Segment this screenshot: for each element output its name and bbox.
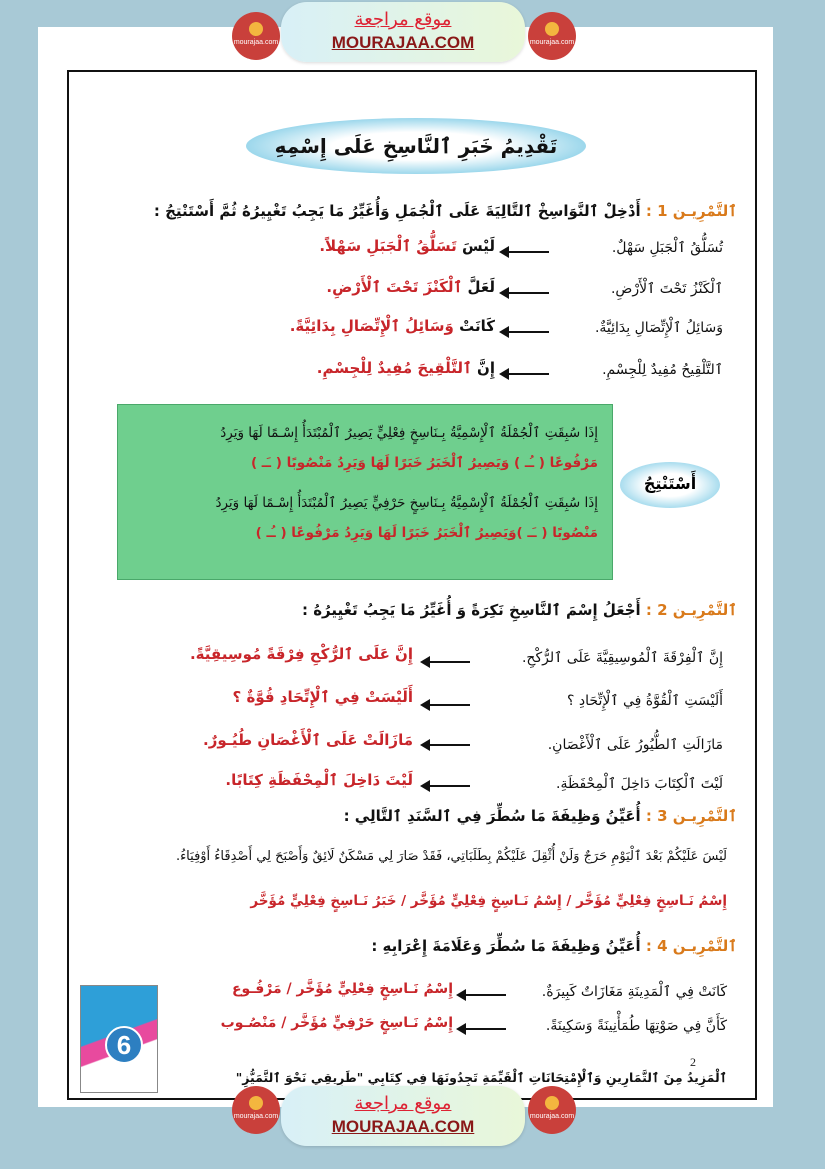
ex2-answer-1: إِنَّ عَلَى ٱلرُّكْحِ فِرْقَةً مُوسِيقِيَّةً. [189, 645, 413, 663]
exercise1-label: ٱلتَّمْرِيـن 1 : [645, 202, 737, 220]
ex2-question-3: مَازَالَتِ ٱلطُّيُورُ عَلَى ٱلْأَغْصَانِ. [547, 737, 723, 753]
ex1-answer-2: لَعَلَّ ٱلْكَنْزَ تَحْتَ ٱلْأَرْضِ. [326, 278, 495, 296]
arrow-icon [462, 994, 506, 996]
page-number: 2 [690, 1055, 696, 1069]
conclusion-cloud [620, 462, 720, 508]
arrow-icon [505, 373, 549, 375]
ex2-question-1: إِنَّ ٱلْفِرْقَةَ ٱلْمُوسِيقِيَّةَ عَلَى ٱلرُّكْحِ. [521, 650, 723, 666]
arrow-icon [505, 251, 549, 253]
title-cloud [246, 118, 586, 174]
ex2-answer-3: مَازَالَتْ عَلَى ٱلْأَغْصَانِ طُيُـورٌ. [203, 731, 413, 749]
footer-note: ٱلْمَزِيدُ مِنَ ٱلتَّمَارِينِ وَٱلْإِمْتِحَانَاتِ ٱلْقَيِّمَةِ تَجِدُونَهَا فِي كِتَابِي "طَرِيقِي نَحْوَ ٱلتَّمَيُّزِ" [235, 1070, 727, 1085]
site-arabic-name-bottom[interactable]: موقع مراجعة [354, 1093, 452, 1114]
conclusion-label: أَسْتَنْتِجُ [643, 474, 697, 493]
rule2-line1: إِذَا سُبِقَتِ ٱلْجُمْلَةُ ٱلْإِسْمِيَّةُ بِـنَاسِخٍ حَرْفِيٍّ يَصِيرُ ٱلْمُبْتَدَأُ إِسْـمًا لَهَا وَيَرِدُ [215, 495, 598, 511]
ex2-question-2: أَلَيْسَتِ ٱلْقُوَّةُ فِي ٱلْإِتِّحَادِ ؟ [567, 693, 723, 709]
exercise3-text: لَيْسَ عَلَيْكُمْ بَعْدَ ٱلْيَوْمِ حَرَجٌ وَلَنْ أُثْقِلَ عَلَيْكُمْ بِطَلَبَاتِي، فَقَدْ صَارَ لِي مَسْكَنٌ لَائِقٌ وَأَصْبَحَ لِي أَصْدِقَاءُ أَوْفِيَاءُ. [175, 849, 727, 864]
exercise1-prompt: أَدْخِلْ ٱلنَّوَاسِخْ ٱلتَّالِيَةَ عَلَى ٱلْجُمَلِ وَأُغَيِّرُ مَا يَجِبُ تَغْيِيرُهُ ثُمَّ أَسْتَنْتِجُ : [153, 202, 641, 220]
site-logo-left-bottom: mourajaa.com [232, 1086, 280, 1134]
ex4-question-2: كَأَنَّ فِي صَوْتِهَا طُمَأْنِينَةً وَسَكِينَةً. [545, 1018, 727, 1034]
ex1-question-3: وَسَائِلُ ٱلْإِتِّصَالِ بِدَائِيَّةٌ. [594, 320, 723, 336]
conclusion-box [117, 404, 613, 580]
ex1-question-2: ٱلْكَنْزُ تَحْتَ ٱلْأَرْضِ. [610, 281, 723, 297]
exercise3-label: ٱلتَّمْرِيـن 3 : [645, 807, 737, 825]
exercise4-prompt: أُعَيِّنُ وَظِيفَةَ مَا سُطِّرَ وَعَلَامَةَ إِعْرَابِهِ : [371, 937, 641, 955]
exercise3-answer: إِسْمُ نَـاسِخٍ فِعْلِيٍّ مُؤَخَّر / إِسْمُ نَـاسِخٍ فِعْلِيٍّ مُؤَخَّر / خَبَرُ نَـاسِخٍ فِعْلِيٍّ مُؤَخَّر [250, 893, 727, 909]
page-title: تَقْدِيمُ خَبَرِ ٱلنَّاسِخِ عَلَى إِسْمِهِ [274, 134, 558, 158]
ex1-answer-3: كَانَتْ وَسَائِلُ ٱلْإِتِّصَالِ بِدَائِيَّةً. [289, 317, 495, 335]
exercise3-prompt: أُعَيِّنُ وَظِيفَةَ مَا سُطِّرَ فِي ٱلسَّنَدِ ٱلتَّالِي : [343, 807, 641, 825]
book-cover-image [80, 985, 158, 1093]
ex2-answer-2: أَلَيْسَتْ فِي ٱلْإِتِّحَادِ قُوَّةٌ ؟ [232, 688, 413, 706]
arrow-icon [426, 704, 470, 706]
exercise2-prompt: أَجْعَلُ إِسْمَ ٱلنَّاسِخِ نَكِرَةً وَ أُغَيِّرُ مَا يَجِبُ تَغْيِيرُهُ : [301, 601, 641, 619]
arrow-icon [426, 661, 470, 663]
arrow-icon [426, 785, 470, 787]
ex4-question-1: كَانَتْ فِي ٱلْمَدِينَةِ مَغَازَاتٌ كَبِيرَةٌ. [541, 984, 727, 1000]
exercise2-heading [302, 601, 737, 619]
ex1-question-1: تُسَلُّقُ ٱلْجَبَلِ سَهْلٌ. [611, 240, 723, 256]
arrow-icon [505, 331, 549, 333]
exercise1-heading [154, 202, 737, 220]
site-logo-right-bottom: mourajaa.com [528, 1086, 576, 1134]
site-logo-left-top: mourajaa.com [232, 12, 280, 60]
site-arabic-name[interactable]: موقع مراجعة [354, 9, 452, 30]
exercise4-label: ٱلتَّمْرِيـن 4 : [645, 937, 737, 955]
site-domain[interactable]: MOURAJAA.COM [331, 33, 475, 52]
exercise3-heading [344, 807, 737, 825]
ex1-answer-4: إِنَّ ٱلتَّلْقِيحَ مُفِيدٌ لِلْجِسْمِ. [316, 359, 495, 377]
site-banner-bottom[interactable] [281, 1086, 525, 1146]
site-logo-right-top: mourajaa.com [528, 12, 576, 60]
ex2-answer-4: لَيْتَ دَاخِلَ ٱلْمِحْفَظَةِ كِتَابًا. [225, 771, 413, 789]
site-domain-bottom[interactable]: MOURAJAA.COM [331, 1117, 475, 1136]
rule1-line2: مَرْفُوعًا ( ـُـ ) وَيَصِيرُ ٱلْخَبَرُ خَبَرًا لَهَا وَيَرِدُ مَنْصُوبًا ( ـَـ ) [250, 455, 598, 471]
arrow-icon [462, 1028, 506, 1030]
rule2-line2: مَنْصُوبًا ( ـَـ )وَيَصِيرُ ٱلْخَبَرُ خَبَرًا لَهَا وَيَرِدُ مَرْفُوعًا ( ـُـ ) [255, 525, 598, 541]
site-banner-top[interactable] [281, 2, 525, 62]
exercise2-label: ٱلتَّمْرِيـن 2 : [645, 601, 737, 619]
ex4-answer-2: إِسْمُ نَـاسِخٍ حَرْفِيٍّ مُؤَخَّر / مَنْصُـوب [220, 1015, 453, 1031]
arrow-icon [426, 744, 470, 746]
book-grade-badge: 6 [105, 1026, 143, 1064]
ex1-answer-1: لَيْسَ تَسَلُّقُ ٱلْجَبَلِ سَهْلاً. [319, 237, 495, 255]
ex1-question-4: ٱلتَّلْقِيحُ مُفِيدٌ لِلْجِسْمِ. [602, 362, 723, 378]
arrow-icon [505, 292, 549, 294]
ex2-question-4: لَيْتَ ٱلْكِتَابَ دَاخِلَ ٱلْمِحْفَظَةِ. [556, 776, 723, 792]
ex4-answer-1: إِسْمُ نَـاسِخٍ فِعْلِيٍّ مُؤَخَّر / مَرْفُـوع [231, 981, 453, 997]
exercise4-heading [371, 937, 737, 955]
rule1-line1: إِذَا سُبِقَتِ ٱلْجُمْلَةُ ٱلْإِسْمِيَّةُ بِـنَاسِخٍ فِعْلِيٍّ يَصِيرُ ٱلْمُبْتَدَأُ إِسْـمًا لَهَا وَيَرِدُ [220, 425, 598, 441]
